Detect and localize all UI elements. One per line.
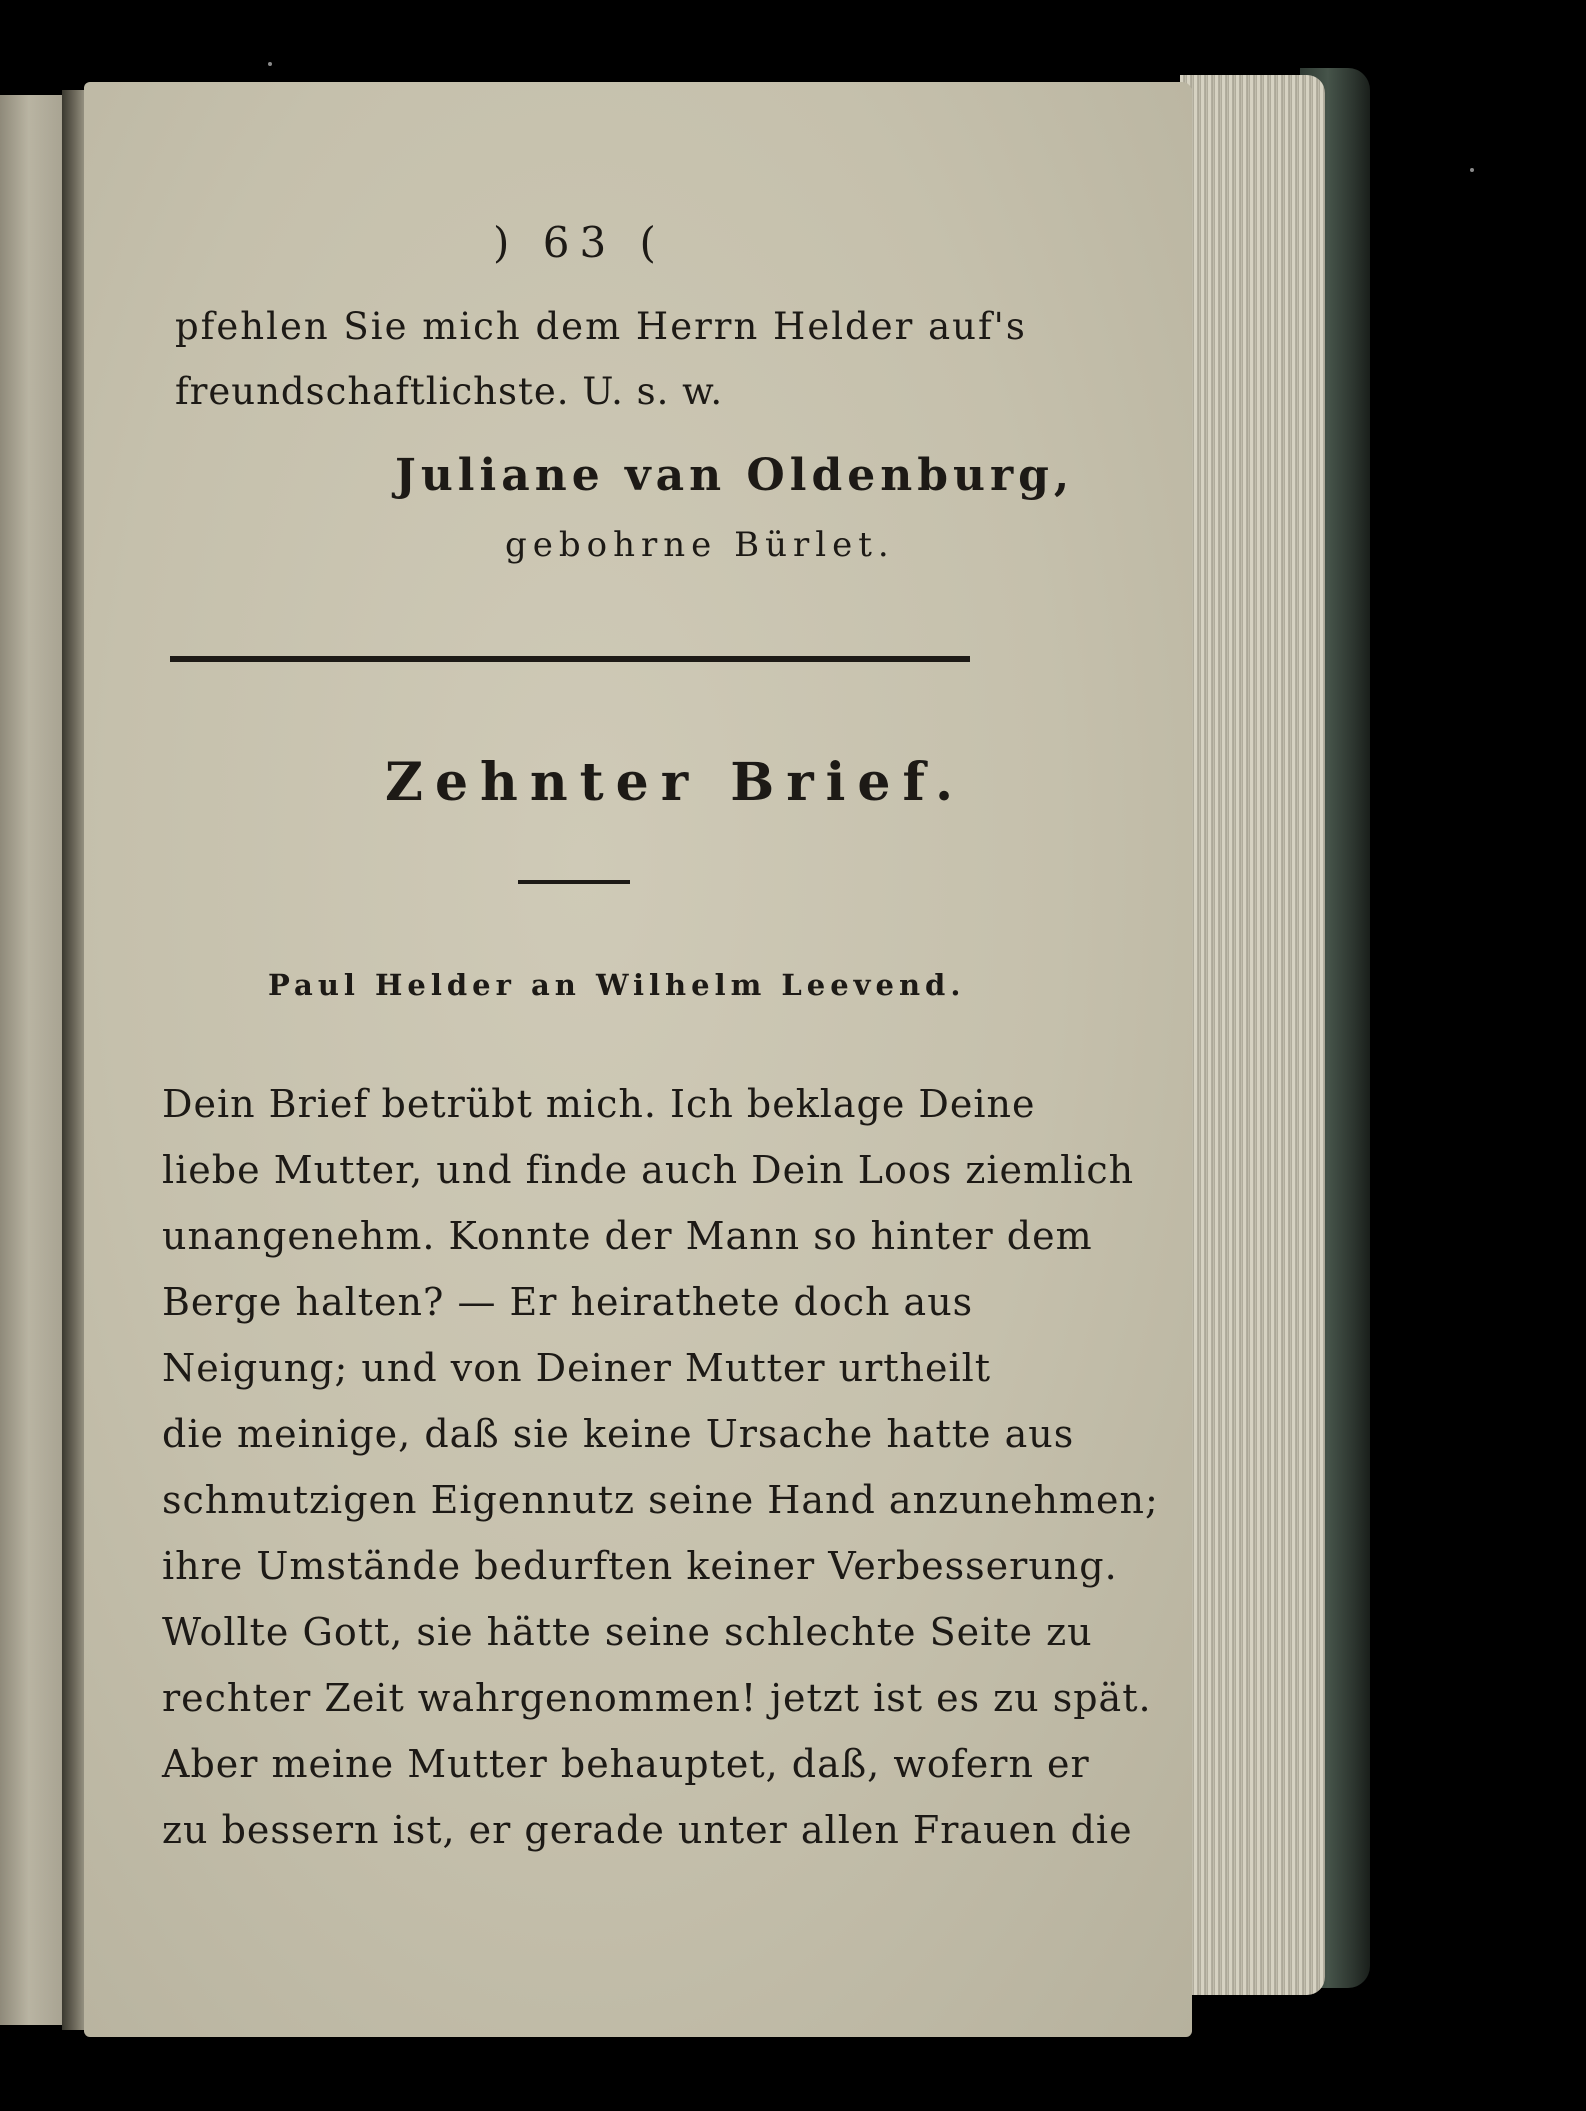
scan-dust (1470, 168, 1474, 172)
paragraph-line: unangenehm. Konnte der Mann so hinter dem (162, 1214, 1093, 1258)
paragraph-line: rechter Zeit wahrgenommen! jetzt ist es zu spät. (162, 1676, 1152, 1720)
paragraph-line: zu bessern ist, er gerade unter allen Frauen die (162, 1808, 1133, 1852)
paragraph-line: liebe Mutter, und finde auch Dein Loos ziemlich (162, 1148, 1135, 1192)
paragraph-line: ihre Umstände bedurften keiner Verbesserung. (162, 1544, 1118, 1588)
paragraph-line: die meinige, daß sie keine Ursache hatte aus (162, 1412, 1075, 1456)
paragraph-line: Berge halten? — Er heirathete doch aus (162, 1280, 974, 1324)
heading-underline (518, 880, 630, 884)
carryover-line-2: freundschaftlichste. U. s. w. (175, 370, 724, 413)
letter-heading: Zehnter Brief. (385, 752, 966, 813)
signature: Juliane van Oldenburg, (395, 450, 1075, 501)
carryover-line-1: pfehlen Sie mich dem Herrn Helder auf's (175, 305, 1027, 348)
paragraph-line: Wollte Gott, sie hätte seine schlechte Seite zu (162, 1610, 1093, 1654)
page-number: ) 63 ( (493, 218, 666, 267)
page-edges (1180, 75, 1325, 1995)
scan-dust (268, 62, 272, 66)
signature-subline: gebohrne Bürlet. (505, 525, 895, 565)
paragraph-line: schmutzigen Eigennutz seine Hand anzunehmen; (162, 1478, 1159, 1522)
paragraph-line: Neigung; und von Deiner Mutter urtheilt (162, 1346, 992, 1390)
section-divider (170, 656, 970, 662)
paragraph-line: Dein Brief betrübt mich. Ich beklage Deine (162, 1082, 1036, 1126)
letter-addressee: Paul Helder an Wilhelm Leevend. (268, 968, 966, 1002)
paragraph-line: Aber meine Mutter behauptet, daß, wofern er (162, 1742, 1090, 1786)
